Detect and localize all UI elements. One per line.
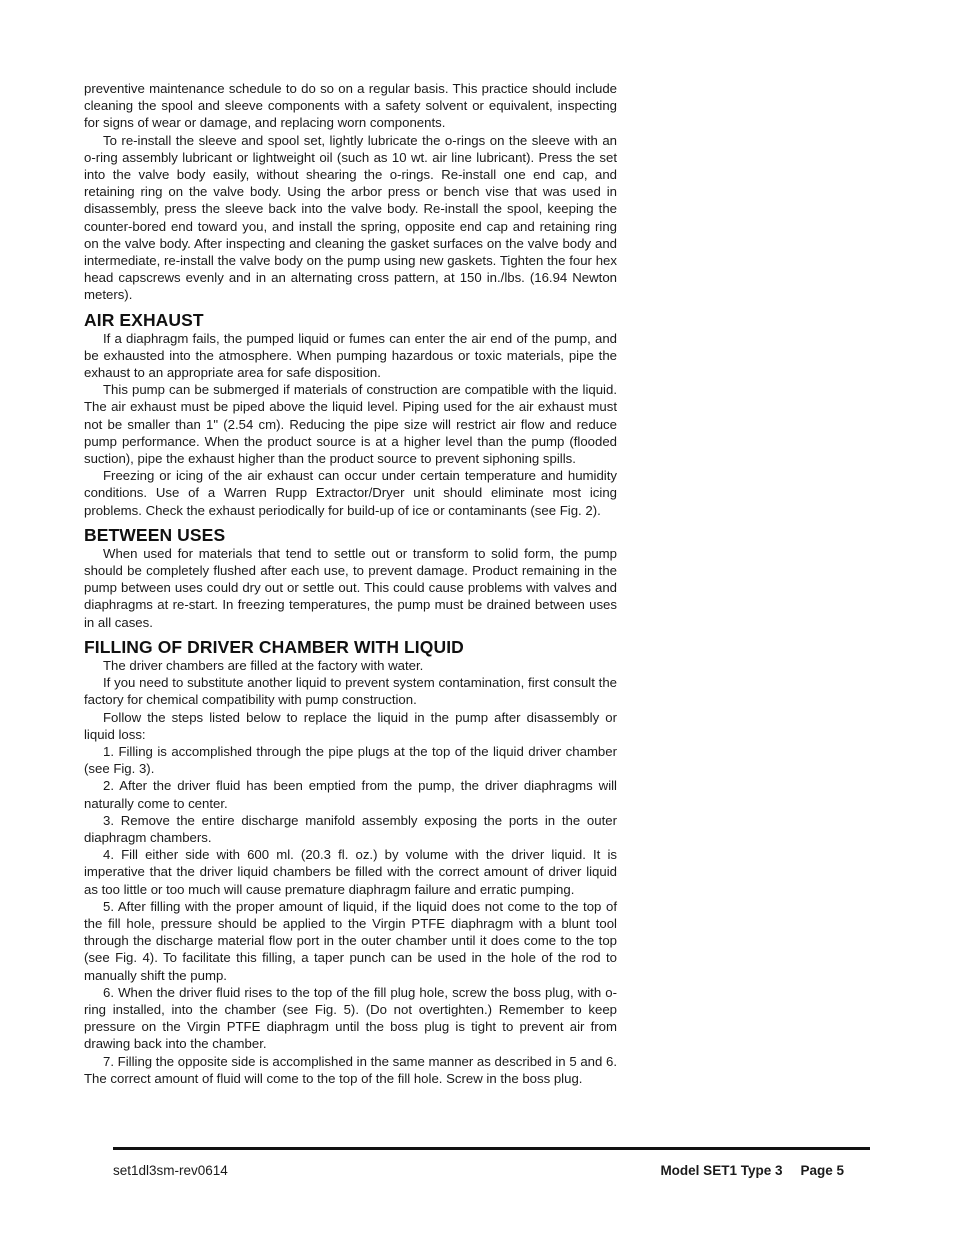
paragraph: Freezing or icing of the air exhaust can occur under certain temperature and humidity conditions. Use of a Warren Rupp Extractor/Dryer unit should eliminate most icing problems. Check the exhaust periodically for build-up of ice or contaminants (see Fig. 2). bbox=[84, 468, 617, 518]
list-item: 1. Filling is accomplished through the pipe plugs at the top of the liquid driver chamber (see Fig. 3). bbox=[84, 743, 617, 777]
paragraph: This pump can be submerged if materials of construction are compatible with the liquid. The air exhaust must be piped above the liquid level. Piping used for the air exhaust must not be smaller than 1" (2.54 cm). Reducing the pipe size will restrict air flow and reduce pump performance. When the product source is at a higher level than the pump (flooded suction), pipe the exhaust higher than the product source to prevent siphoning spills. bbox=[84, 382, 617, 467]
paragraph: The driver chambers are filled at the factory with water. bbox=[103, 657, 424, 673]
footer-divider bbox=[113, 1147, 870, 1150]
section-heading-between-uses: BETWEEN USES bbox=[84, 524, 226, 545]
footer-page-info bbox=[660, 1163, 844, 1179]
paragraph: If a diaphragm fails, the pumped liquid or fumes can enter the air end of the pump, and be exhausted into the atmosphere. When pumping hazardous or toxic materials, pipe the exhaust to an appropriate area for safe disposition. bbox=[84, 330, 617, 381]
paragraph: If you need to substitute another liquid to prevent system contamination, first consult the factory for chemical compatibility with pump construction. bbox=[84, 675, 617, 708]
paragraph: To re-install the sleeve and spool set, lightly lubricate the o-rings on the sleeve with an o-ring assembly lubricant or lightweight oil (such as 10 wt. air line lubricant). Press the set into the valve body easily, without shearing the o-rings. Re-install one end cap, and retaining ring on the valve body. Using the arbor press or bench vise that was used in disassembly, press the sleeve back into the valve body. Re-install the spool, keeping the counter-bored end toward you, and install the spring, opposite end cap and retaining ring on the valve body. After inspecting and cleaning the gasket surfaces on the valve body and intermediate, re-install the valve body on the pump using new gaskets. Tighten the four hex head capscrews evenly and in an alternating cross pattern, at 150 in./lbs. (16.94 Newton meters). bbox=[84, 132, 617, 303]
paragraph: When used for materials that tend to settle out or transform to solid form, the pump should be completely flushed after each use, to prevent damage. Product remaining in the pump between uses could dry out or settle out. This could cause problems with valves and diaphragms at re-start. In freezing temperatures, the pump must be drained between uses in all cases. bbox=[84, 545, 617, 630]
list-item: 6. When the driver fluid rises to the top of the fill plug hole, screw the boss plug, with o-ring installed, into the chamber (see Fig. 5). (Do not overtighten.) Remember to keep pressure on the Virgin PTFE diaphragm until the boss plug is tight to prevent air from drawing back into the chamber. bbox=[84, 984, 617, 1052]
paragraph: Follow the steps listed below to replace the liquid in the pump after disassembly or liquid loss: bbox=[84, 709, 617, 742]
footer-doc-code: set1dl3sm-rev0614 bbox=[113, 1163, 228, 1178]
list-item: 2. After the driver fluid has been emptied from the pump, the driver diaphragms will naturally come to center. bbox=[84, 778, 617, 811]
list-item: 3. Remove the entire discharge manifold assembly exposing the ports in the outer diaphragm chambers. bbox=[84, 812, 617, 845]
list-item: 4. Fill either side with 600 ml. (20.3 fl. oz.) by volume with the driver liquid. It is imperative that the driver liquid chambers be filled with the correct amount of driver liquid as too little or too much will cause premature diaphragm failure and erratic pumping. bbox=[84, 847, 617, 897]
footer-page-number: Page 5 bbox=[800, 1163, 844, 1178]
footer-model: Model SET1 Type 3 bbox=[660, 1163, 783, 1178]
section-heading-filling: FILLING OF DRIVER CHAMBER WITH LIQUID bbox=[84, 636, 464, 657]
main-column bbox=[84, 80, 617, 1087]
list-item: 7. Filling the opposite side is accomplished in the same manner as described in 5 and 6. The correct amount of fluid will come to the top of the fill hole. Screw in the boss plug. bbox=[84, 1053, 617, 1086]
section-heading-air-exhaust: AIR EXHAUST bbox=[84, 309, 204, 330]
list-item: 5. After filling with the proper amount of liquid, if the liquid does not come to the top of the fill hole, pressure should be applied to the Virgin PTFE diaphragm with a blunt tool through the discharge material flow port in the outer chamber until it does come to the top (see Fig. 4). To facilitate this filling, a taper punch can be used in the hole of the rod to manually shift the pump. bbox=[84, 898, 617, 983]
paragraph: preventive maintenance schedule to do so on a regular basis. This practice should include cleaning the spool and sleeve components with a safety solvent or equivalent, inspecting for signs of wear or damage, and replacing worn components. bbox=[84, 81, 617, 131]
